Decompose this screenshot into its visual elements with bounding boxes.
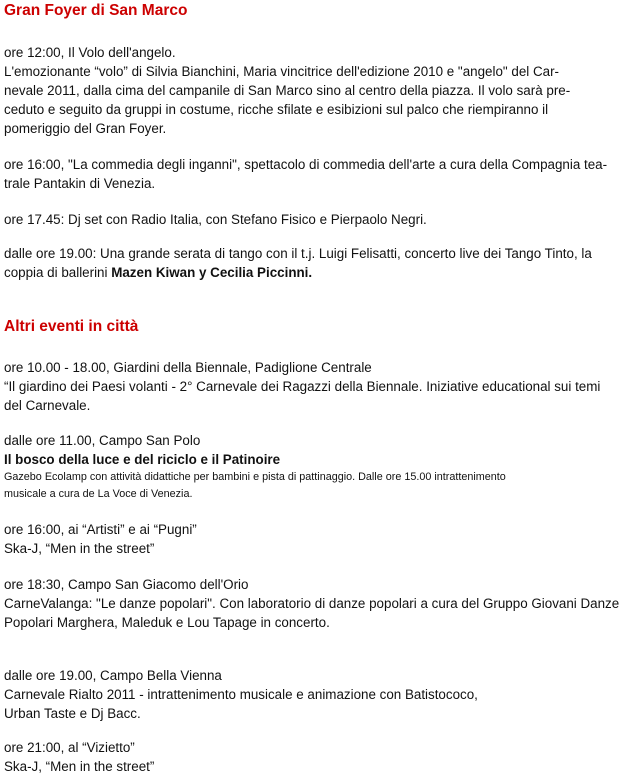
event-description-line: nevale 2011, dalla cima del campanile di San Marco sino al centro della piazza. Il volo sarà pre- bbox=[4, 83, 571, 98]
event-description-line: L'emozionante “volo” di Silvia Bianchini, Maria vincitrice dell'edizione 2010 e "angelo" del Car- bbox=[4, 64, 559, 79]
event-description-line: Ska-J, “Men in the street” bbox=[4, 759, 155, 774]
event-volo-angelo bbox=[4, 43, 626, 138]
event-giardini-biennale bbox=[4, 358, 626, 415]
event-description-line bbox=[4, 263, 626, 282]
event-description-line: CarneValanga: "Le danze popolari". Con laboratorio di danze popolari a cura del Gruppo Giovani Danze bbox=[4, 596, 620, 611]
event-time-line: ore 16:00, ai “Artisti” e ai “Pugni” bbox=[4, 522, 197, 537]
event-time-line: ore 21:00, al “Vizietto” bbox=[4, 740, 135, 755]
event-vizietto bbox=[4, 738, 626, 776]
event-description-line: pomeriggio del Gran Foyer. bbox=[4, 121, 167, 136]
event-dj-set bbox=[4, 210, 626, 229]
event-description-line: trale Pantakin di Venezia. bbox=[4, 176, 156, 191]
event-bella-vienna bbox=[4, 666, 626, 723]
event-time-line: ore 12:00, Il Volo dell'angelo. bbox=[4, 45, 176, 60]
event-description-line: dalle ore 19.00: Una grande serata di tango con il t.j. Luigi Felisatti, concerto live dei Tango Tinto, la bbox=[4, 246, 592, 261]
event-description-line: del Carnevale. bbox=[4, 398, 91, 413]
event-artisti-pugni bbox=[4, 520, 626, 558]
event-commedia-inganni bbox=[4, 155, 626, 193]
event-time-line: ore 10.00 - 18.00, Giardini della Biennale, Padiglione Centrale bbox=[4, 360, 372, 375]
event-description-line: Popolari Marghera, Maleduk e Lou Tapage in concerto. bbox=[4, 615, 330, 630]
event-description-line: ore 17.45: Dj set con Radio Italia, con Stefano Fisico e Pierpaolo Negri. bbox=[4, 212, 427, 227]
dancers-names: Mazen Kiwan y Cecilia Piccinni. bbox=[111, 265, 313, 280]
event-time-line: ore 18:30, Campo San Giacomo dell'Orio bbox=[4, 577, 249, 592]
section-title-altri-eventi: Altri eventi in città bbox=[4, 318, 139, 335]
event-description-line: Urban Taste e Dj Bacc. bbox=[4, 706, 141, 721]
event-description-text: coppia di ballerini bbox=[4, 265, 112, 280]
event-title-line: Il bosco della luce e del riciclo e il Patinoire bbox=[4, 452, 281, 467]
section-title-gran-foyer: Gran Foyer di San Marco bbox=[4, 2, 188, 19]
event-description-line: ceduto e seguito da gruppi in costume, ricche sfilate e esibizioni sul palco che riempiranno il bbox=[4, 102, 549, 117]
event-time-line: dalle ore 19.00, Campo Bella Vienna bbox=[4, 668, 222, 683]
event-tango bbox=[4, 244, 626, 282]
event-description-line: musicale a cura de La Voce di Venezia. bbox=[4, 488, 193, 500]
event-description-line: Carnevale Rialto 2011 - intrattenimento musicale e animazione con Batistococo, bbox=[4, 687, 478, 702]
event-description-line: Ska-J, “Men in the street” bbox=[4, 541, 155, 556]
event-description-line: “Il giardino dei Paesi volanti - 2° Carnevale dei Ragazzi della Biennale. Iniziative educational sui temi bbox=[4, 379, 601, 394]
event-campo-san-polo bbox=[4, 431, 626, 503]
event-description-line: ore 16:00, "La commedia degli inganni", spettacolo di commedia dell'arte a cura della Compagnia tea- bbox=[4, 157, 608, 172]
event-description-line: Gazebo Ecolamp con attività didattiche per bambini e pista di pattinaggio. Dalle ore 15.00 intrattenimento bbox=[4, 471, 506, 483]
event-time-line: dalle ore 11.00, Campo San Polo bbox=[4, 433, 201, 448]
event-san-giacomo bbox=[4, 575, 626, 632]
